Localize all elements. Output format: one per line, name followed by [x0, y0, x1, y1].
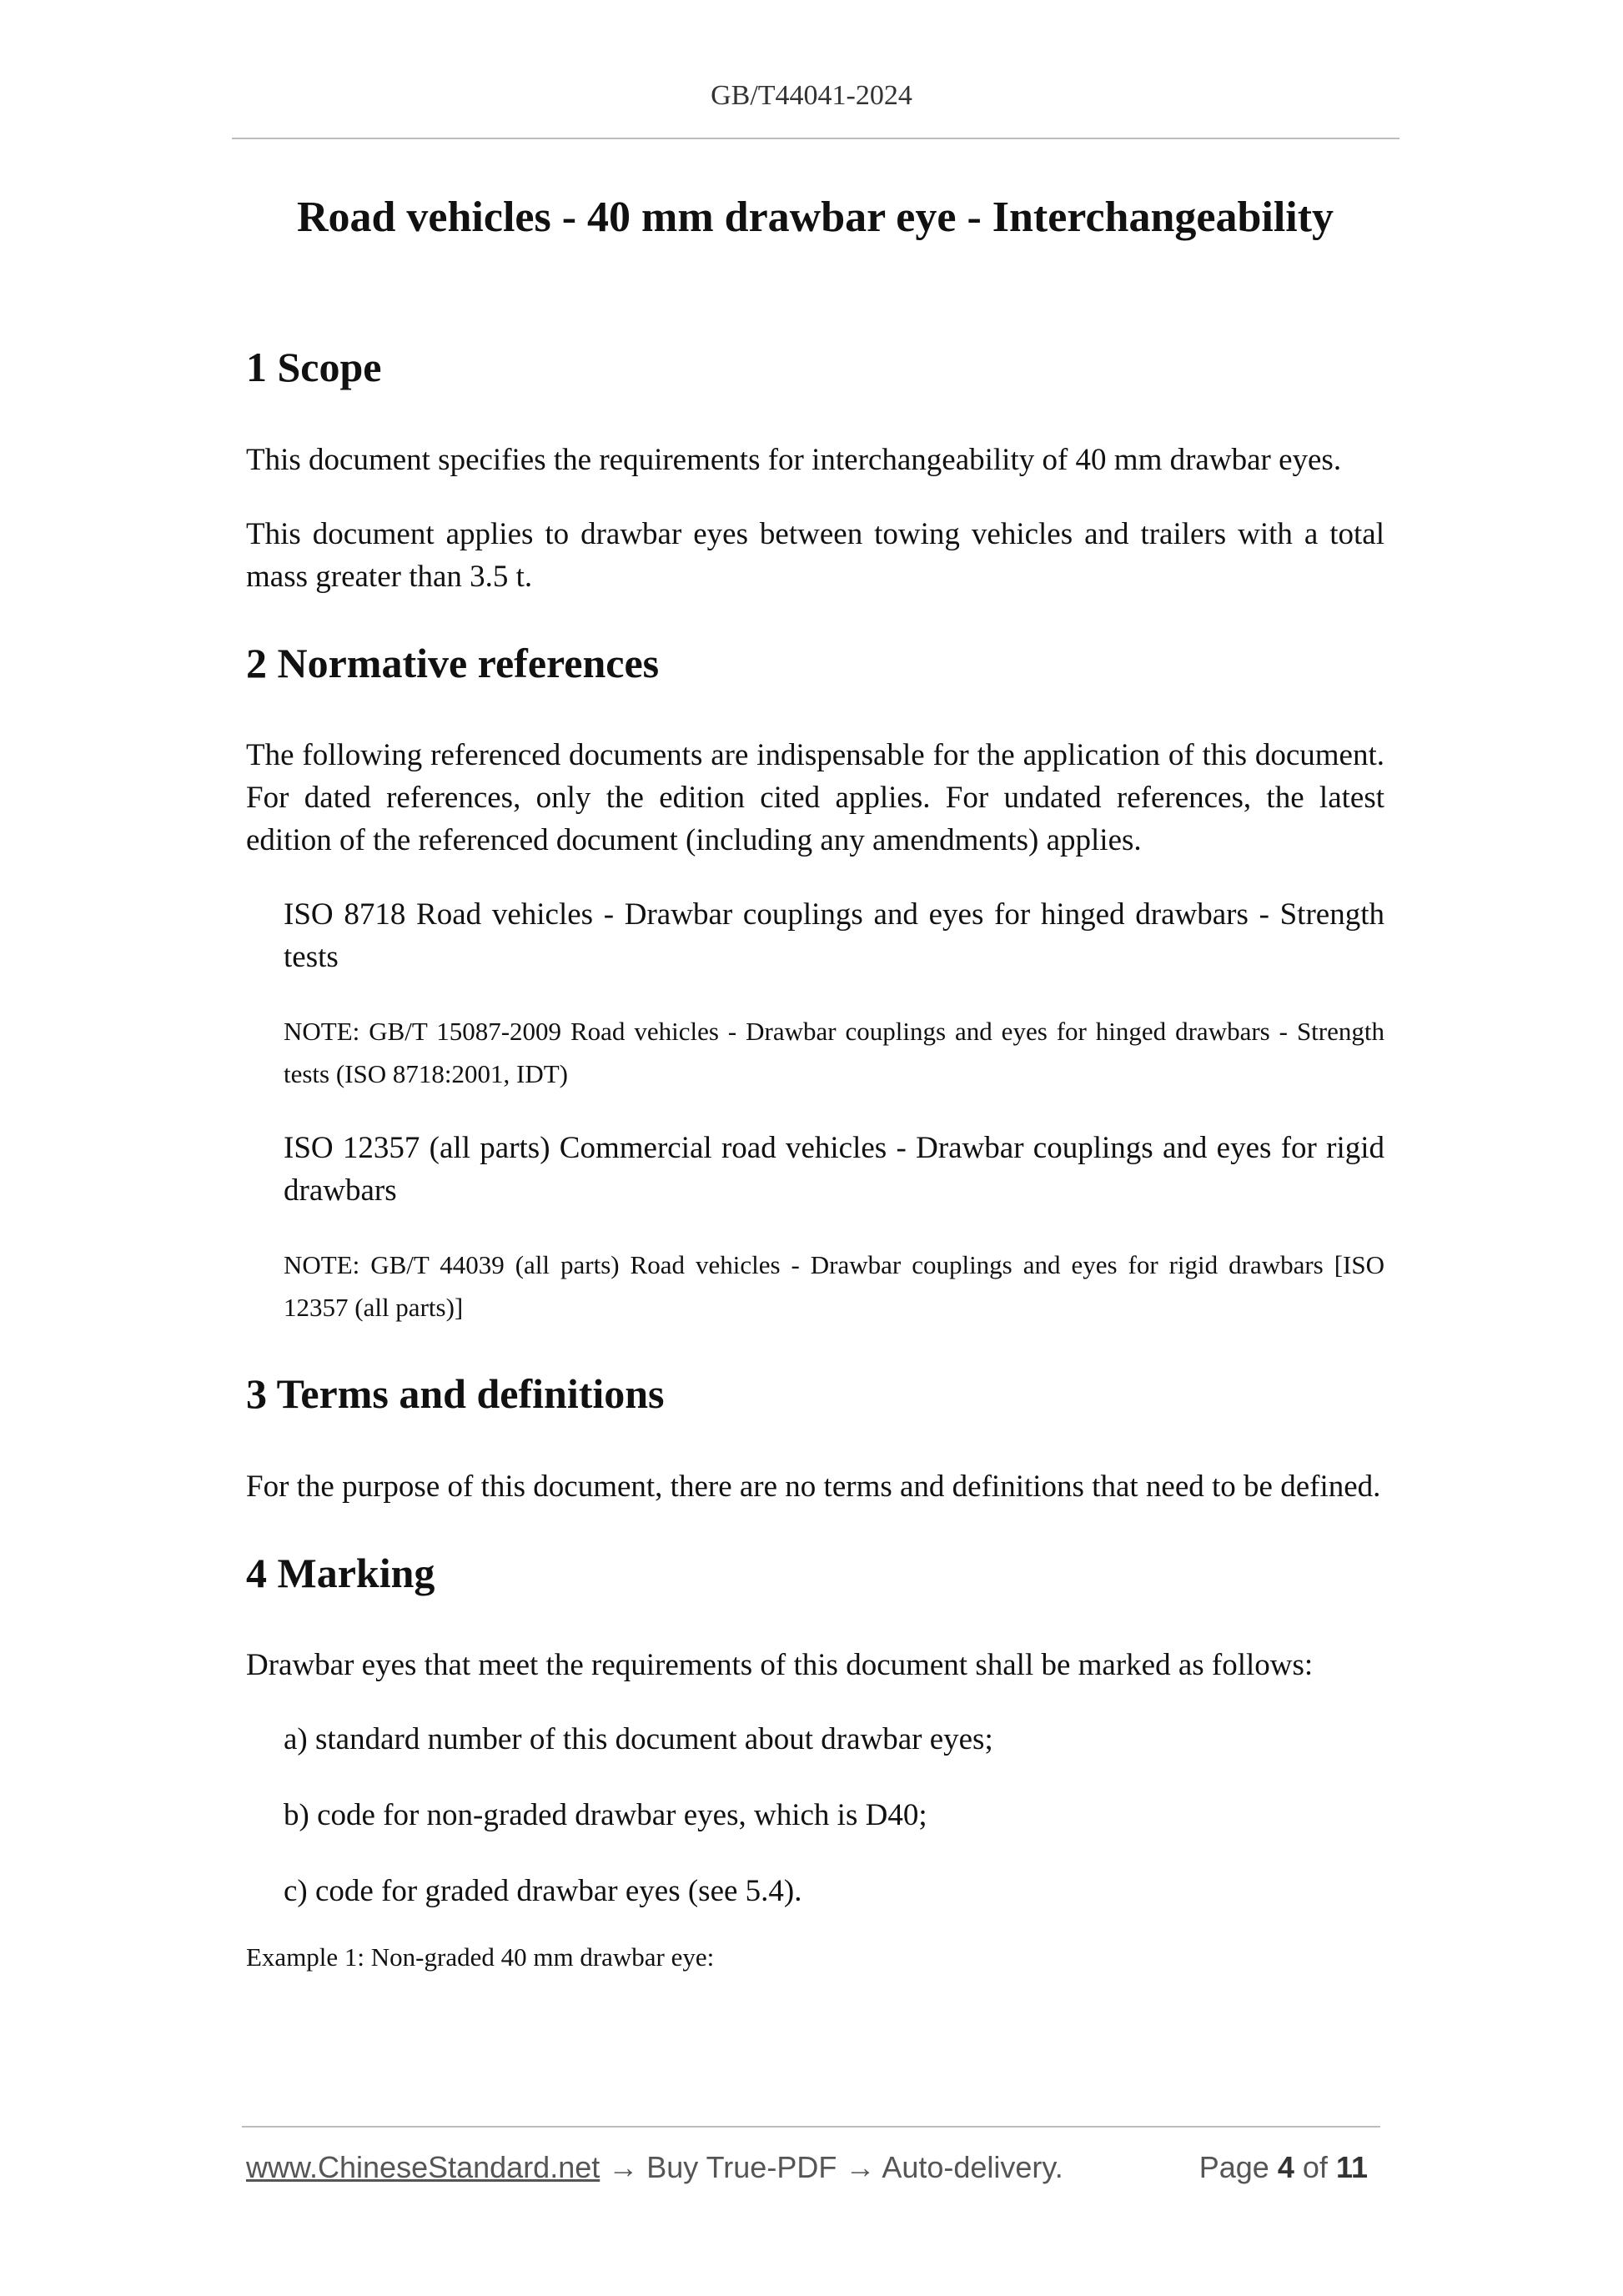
section-heading-scope: 1 Scope — [246, 344, 382, 391]
reference-iso-8718: ISO 8718 Road vehicles - Drawbar couplings and eyes for hinged drawbars - Strength tests — [284, 897, 1384, 975]
document-title: Road vehicles - 40 mm drawbar eye - Interchangeability — [296, 193, 1334, 241]
list-item: a) standard number of this document about drawbar eyes; — [284, 1722, 993, 1757]
reference-iso-12357: ISO 12357 (all parts) Commercial road vehicles - Drawbar couplings and eyes for rigid drawbars — [284, 1131, 1384, 1208]
list-item: c) code for graded drawbar eyes (see 5.4). — [284, 1874, 802, 1909]
chinesestandard-link[interactable]: www.ChineseStandard.net — [246, 2150, 600, 2184]
example-label: Example 1: Non-graded 40 mm drawbar eye: — [246, 1942, 715, 1972]
section-heading-terms: 3 Terms and definitions — [246, 1370, 665, 1418]
note-gbt-15087: NOTE: GB/T 15087-2009 Road vehicles - Drawbar couplings and eyes for hinged drawbars - Strength tests (ISO 8718:2001, IDT) — [284, 1017, 1384, 1089]
section-heading-marking: 4 Marking — [246, 1549, 435, 1596]
page-of-label: of — [1302, 2150, 1328, 2184]
scope-paragraph-2: This document applies to drawbar eyes between towing vehicles and trailers with a total mass greater than 3.5 t. — [246, 516, 1384, 594]
list-item: b) code for non-graded drawbar eyes, which is D40; — [284, 1798, 927, 1833]
page-indicator — [1199, 2150, 1368, 2185]
terms-paragraph: For the purpose of this document, there are no terms and definitions that need to be defined. — [246, 1469, 1381, 1504]
normative-paragraph: The following referenced documents are indispensable for the application of this document. For dated references, only the edition cited applies. For undated references, the latest edition of the referenced document (including any amendments) applies. — [246, 738, 1384, 858]
page-footer — [246, 2150, 1368, 2185]
scope-paragraph-1: This document specifies the requirements for interchangeability of 40 mm drawbar eyes. — [246, 442, 1342, 477]
page-total: 11 — [1335, 2150, 1368, 2184]
footer-divider — [242, 2126, 1380, 2128]
section-heading-normative-references: 2 Normative references — [246, 639, 660, 686]
page-header: GB/T44041-2024 — [711, 80, 912, 111]
marking-paragraph: Drawbar eyes that meet the requirements of this document shall be marked as follows: — [246, 1648, 1314, 1683]
page-label: Page — [1198, 2150, 1269, 2184]
note-gbt-44039: NOTE: GB/T 44039 (all parts) Road vehicles - Drawbar couplings and eyes for rigid drawbars [ISO 12357 (all parts)] — [284, 1250, 1384, 1323]
footer-tagline: → Buy True-PDF → Auto-delivery. — [600, 2150, 1063, 2184]
document-body — [246, 192, 1384, 1978]
header-divider — [232, 138, 1399, 139]
page-current: 4 — [1277, 2150, 1294, 2184]
